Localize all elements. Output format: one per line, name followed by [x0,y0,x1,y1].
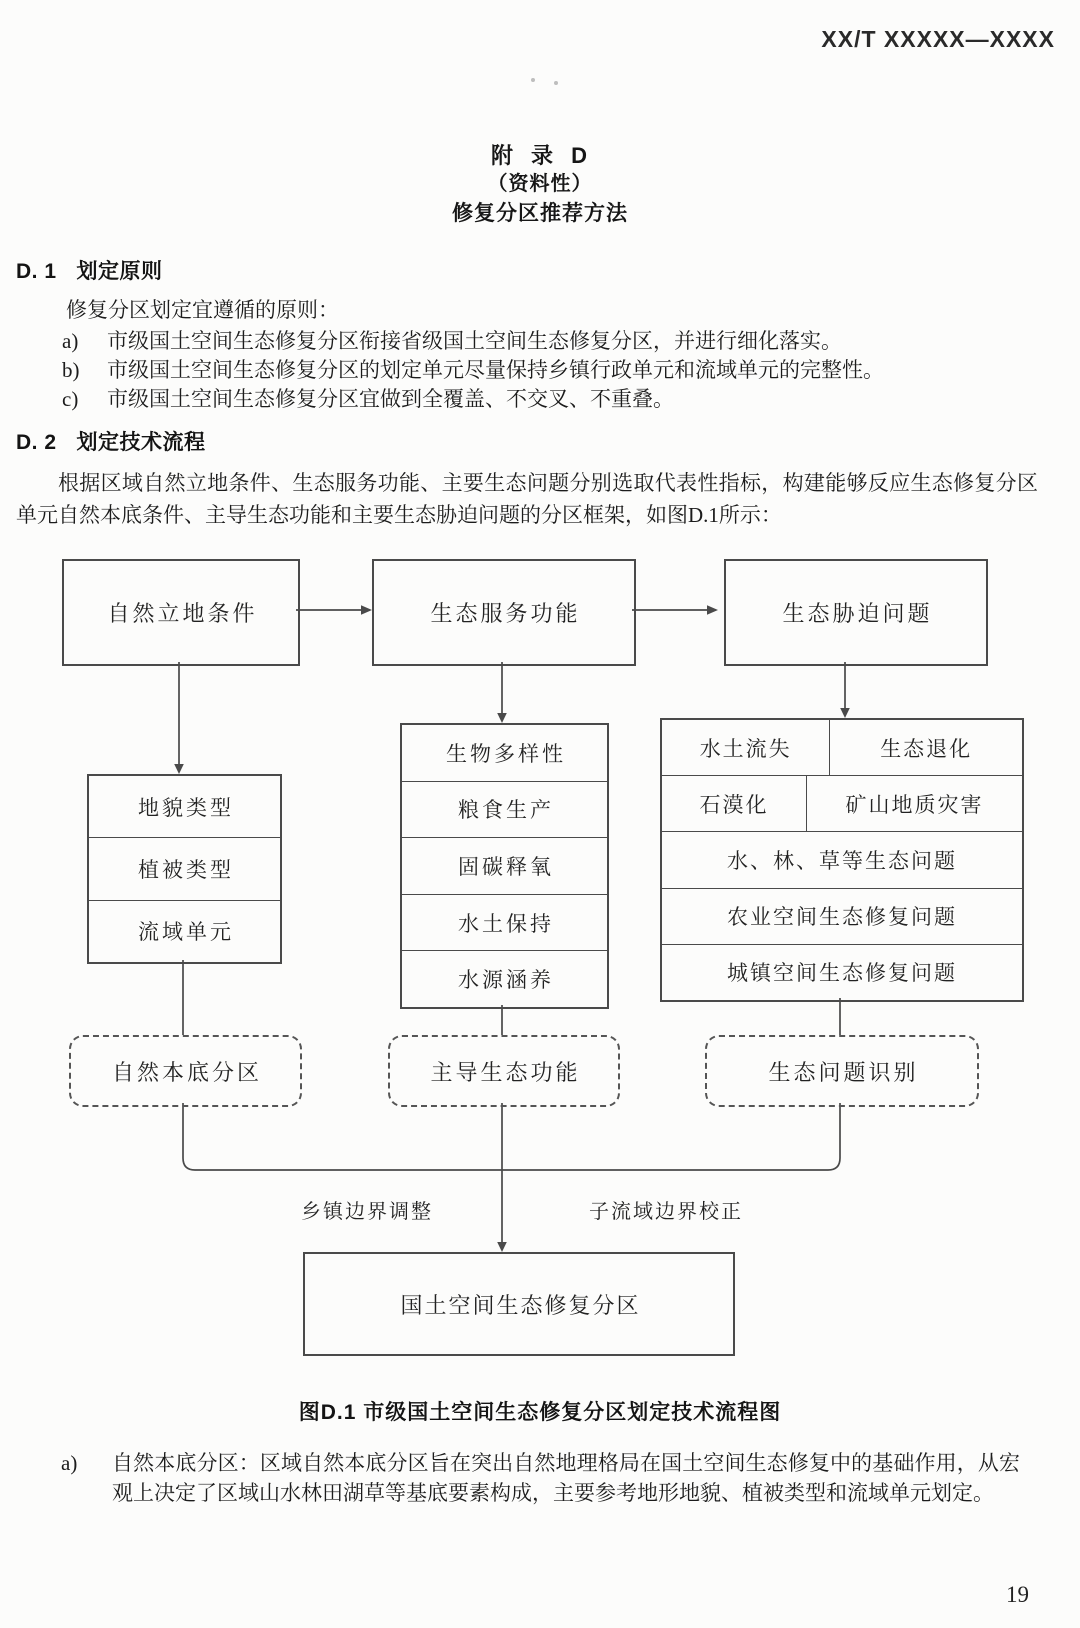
arrowhead-right [361,605,372,615]
note-text: 自然本底分区：区域自然本底分区旨在突出自然地理格局在国土空间生态修复中的基础作用，从宏观上决定了区域山水林田湖草等基底要素构成，主要参考地形地貌、植被类型和流域单元划定。 [112,1451,1020,1505]
flow-box-ecosystem-services: 生态服务功能 [372,559,636,666]
flow-cell-watershed-unit: 流域单元 [89,900,280,962]
arrowhead-down [497,1242,507,1252]
appendix-method-title: 修复分区推荐方法 [452,202,628,225]
standard-code-header: XX/T XXXXX—XXXX [821,26,1055,52]
section-title: 划定原则 [76,260,163,283]
section-heading-d2 [16,426,206,456]
list-label: a) [62,329,79,353]
d2-paragraph: 根据区域自然立地条件、生态服务功能、主要生态问题分别选取代表性指标，构建能够反应生态修复分区单元自然本底条件、主导生态功能和主要生态胁迫问题的分区框架，如图D.1所示： [16,471,1038,527]
flow-box-result-restoration-zoning: 国土空间生态修复分区 [303,1252,735,1356]
flow-dashed-eco-problem-identification: 生态问题识别 [705,1035,979,1107]
scan-artifact-dot [531,78,535,82]
flow-cell-grain-production: 粮食生产 [402,781,607,838]
flow-group-threats [660,718,1024,1002]
flow-dashed-dominant-eco-function: 主导生态功能 [388,1035,620,1107]
section-heading-d1 [16,255,163,285]
list-text: 市级国土空间生态修复分区宜做到全覆盖、不交叉、不重叠。 [107,387,674,411]
list-text: 市级国土空间生态修复分区衔接省级国土空间生态修复分区，并进行细化落实。 [107,329,842,353]
flow-box-natural-site-conditions: 自然立地条件 [62,559,300,666]
page-number: 19 [1006,1582,1029,1607]
appendix-title-block [0,141,1080,228]
arrowhead-down [840,708,850,718]
merge-label-subwatershed-boundary: 子流域边界校正 [589,1201,743,1223]
scan-artifact-dot [554,81,558,85]
appendix-title: 附 录 D [490,143,590,168]
note-label: a) [61,1451,78,1475]
flow-cell-vegetation-type: 植被类型 [89,837,280,899]
flow-dashed-natural-base-zoning: 自然本底分区 [69,1035,302,1107]
d1-intro: 修复分区划定宜遵循的原则： [66,298,339,322]
flow-stack-nature [87,774,282,964]
merge-bracket [183,1103,840,1170]
threat-row-2 [662,775,1022,831]
flow-cell-urban-space-issues: 城镇空间生态修复问题 [727,961,957,986]
list-item-b [62,354,884,384]
threat-row-4 [662,888,1022,944]
flow-cell-carbon-oxygen: 固碳释氧 [402,837,607,894]
arrowhead-right [707,605,718,615]
list-label: c) [62,387,79,411]
flow-cell-water-retention: 水源涵养 [402,950,607,1007]
threat-row-1 [662,720,1022,775]
flow-stack-services [400,723,609,1009]
flow-cell-biodiversity: 生物多样性 [446,741,566,766]
list-text: 市级国土空间生态修复分区的划定单元尽量保持乡镇行政单元和流域单元的完整性。 [107,358,884,382]
flow-cell-water-forest-grass-issues: 水、林、草等生态问题 [727,849,957,873]
figure-caption: 图D.1 市级国土空间生态修复分区划定技术流程图 [298,1401,782,1424]
merge-label-township-boundary: 乡镇边界调整 [301,1201,433,1223]
appendix-subtitle: （资料性） [487,173,593,195]
flow-cell-ecological-degradation: 生态退化 [880,736,973,761]
flow-cell-soil-erosion: 水土流失 [662,720,830,775]
threat-row-3 [662,831,1022,887]
flow-box-ecological-threats: 生态胁迫问题 [724,559,988,666]
flow-cell-agricultural-space-issues: 农业空间生态修复问题 [727,905,957,930]
arrowhead-down [174,764,184,774]
note-item-a [61,1448,1020,1508]
figure-d1-flowchart [0,540,1080,1372]
list-label: b) [62,358,80,382]
section-title: 划定技术流程 [76,431,206,454]
flow-cell-soil-water-conservation: 水土保持 [402,894,607,951]
threat-row-5 [662,944,1022,1000]
arrowhead-down [497,713,507,723]
flow-cell-rocky-desertification: 石漠化 [662,776,807,831]
list-item-c [62,383,674,413]
section-number: D. 1 [16,260,57,283]
flow-cell-mine-geological-hazards: 矿山地质灾害 [845,792,984,817]
flow-cell-landform-type: 地貌类型 [138,795,234,820]
list-item-a [62,325,842,355]
section-number: D. 2 [16,431,57,454]
